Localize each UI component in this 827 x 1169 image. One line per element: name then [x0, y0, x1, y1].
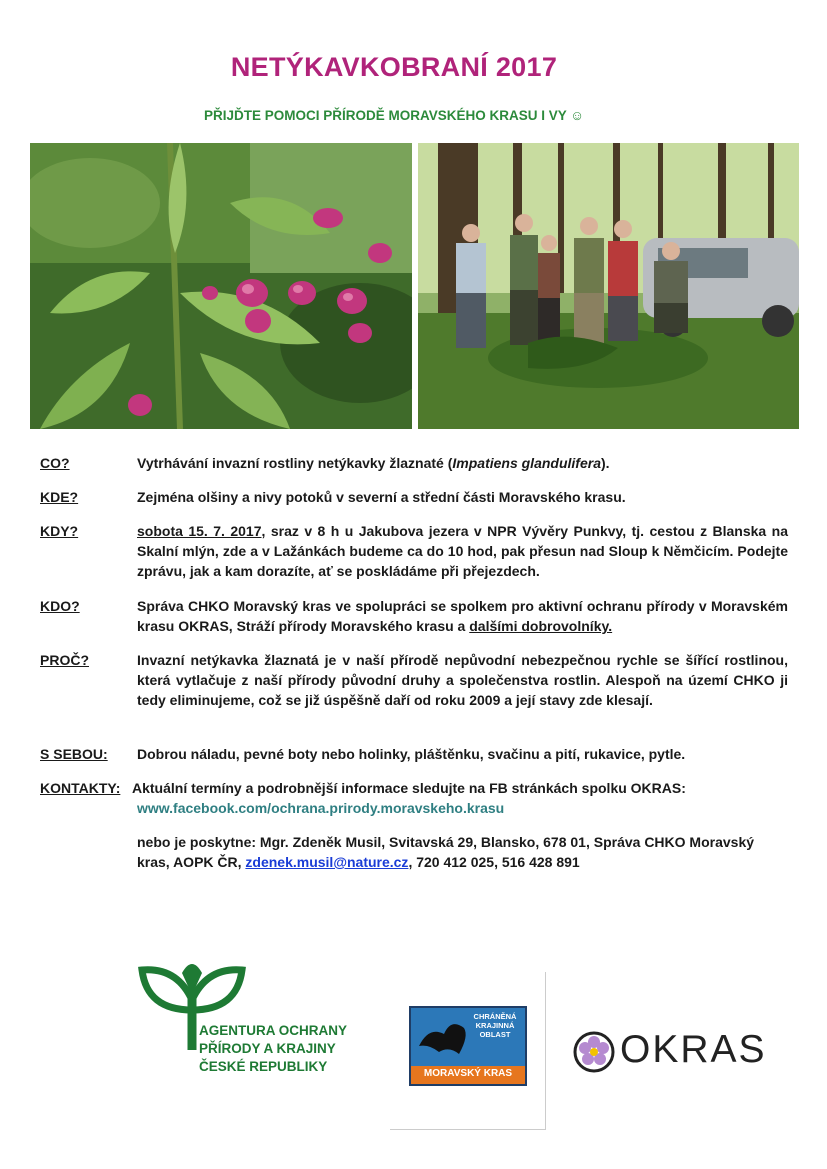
kdo-label: KDO? — [40, 598, 80, 614]
co-text-a: Vytrhávání invazní rostliny netýkavky žlaznaté ( — [137, 455, 453, 471]
proc-label: PROČ? — [40, 652, 89, 668]
volunteers-group-photo — [418, 143, 799, 429]
logo-divider-bottom — [390, 1129, 545, 1130]
contact-details — [137, 832, 788, 872]
kontakty-label: KONTAKTY: — [40, 780, 121, 796]
aopk-logo — [137, 955, 377, 1085]
aopk-line-1: AGENTURA OCHRANY — [199, 1023, 347, 1038]
page-title: NETÝKAVKOBRANÍ 2017 — [230, 52, 558, 82]
kontakty-text: Aktuální termíny a podrobnější informace sledujte na FB stránkách spolku OKRAS: — [132, 780, 686, 796]
proc-text: Invazní netýkavka žlaznatá je v naší přírodě nepůvodní nebezpečnou rychle se šířící rostlinou, která vytlačuje z naší přírody původní druhy a společenstva rostlin. Alespoň na území CHKO ji tedy eliminujeme, což se již úspěšně daří od roku 2009 a její stavy zde klesají. — [137, 652, 788, 708]
section-sebou — [40, 744, 788, 764]
okras-name: OKRAS — [620, 1028, 767, 1071]
kdy-details: sraz v 8 h u Jakubova jezera v NPR Vývěry Punkvy, tj. cestou z Blanska na Skalní mlýn, zde a v Lažánkách budeme ca do 10 hod, pak přesun nad Sloup k Němčicím. Podejte zprávu, jak a kam dorazíte, ať se poskládáme při přejezdech. — [137, 523, 788, 579]
page-subtitle: PŘIJĎTE POMOCI PŘÍRODĚ MORAVSKÉHO KRASU I VY ☺ — [203, 108, 585, 123]
kdy-date: sobota 15. 7. 2017, — [137, 523, 266, 539]
kde-label: KDE? — [40, 489, 79, 505]
aopk-line-2: PŘÍRODY A KRAJINY — [199, 1041, 336, 1056]
flower-icon — [572, 1030, 616, 1074]
chko-bottom-text: MORAVSKÝ KRAS — [423, 1068, 513, 1079]
chko-top-line-3: OBLAST — [479, 1030, 511, 1039]
okras-logo — [572, 1024, 767, 1076]
section-kdo — [40, 596, 788, 636]
co-label: CO? — [40, 455, 70, 471]
kde-text: Zejména olšiny a nivy potoků v severní a střední části Moravského krasu. — [137, 489, 626, 505]
kdo-volunteers: dalšími dobrovolníky. — [469, 618, 613, 634]
co-species: Impatiens glandulifera — [452, 455, 601, 471]
facebook-link[interactable]: www.facebook.com/ochrana.prirody.moravskeho.krasu — [137, 800, 505, 816]
kdo-details: Správa CHKO Moravský kras ve spolupráci se spolkem pro aktivní ochranu přírody v Moravském krasu OKRAS, Stráží přírody Moravského krasu a — [137, 598, 788, 634]
fb-link-row — [137, 798, 788, 818]
email-link[interactable]: zdenek.musil@nature.cz — [245, 854, 409, 870]
sebou-label: S SEBOU: — [40, 746, 108, 762]
contact-text-b: , 720 412 025, 516 428 891 — [408, 854, 580, 870]
kdo-text — [137, 596, 788, 636]
contact-text-a: nebo je poskytne: Mgr. Zdeněk Musil, Svitavská 29, Blansko, 678 01, Správa CHKO Moravský kras, AOPK ČR, — [137, 834, 755, 870]
impatiens-flower-photo — [30, 143, 412, 429]
logo-divider — [545, 972, 546, 1130]
kdy-text — [137, 521, 788, 581]
chko-top-text — [465, 1012, 525, 1039]
sebou-text: Dobrou náladu, pevné boty nebo holinky, pláštěnku, svačinu a pití, rukavice, pytle. — [137, 746, 686, 762]
co-text — [137, 453, 788, 473]
co-text-b: ). — [600, 455, 610, 471]
section-kde — [40, 487, 788, 507]
section-proc — [40, 650, 788, 710]
section-co — [40, 453, 788, 473]
chko-top-line-2: KRAJINNÁ — [475, 1021, 515, 1030]
aopk-name — [199, 1022, 347, 1076]
kdy-label: KDY? — [40, 523, 79, 539]
section-kdy — [40, 521, 788, 581]
chko-top-line-1: CHRÁNĚNÁ — [473, 1012, 517, 1021]
section-kontakty — [40, 778, 788, 872]
aopk-line-3: ČESKÉ REPUBLIKY — [199, 1059, 328, 1074]
chko-moravsky-kras-logo — [409, 1006, 527, 1086]
